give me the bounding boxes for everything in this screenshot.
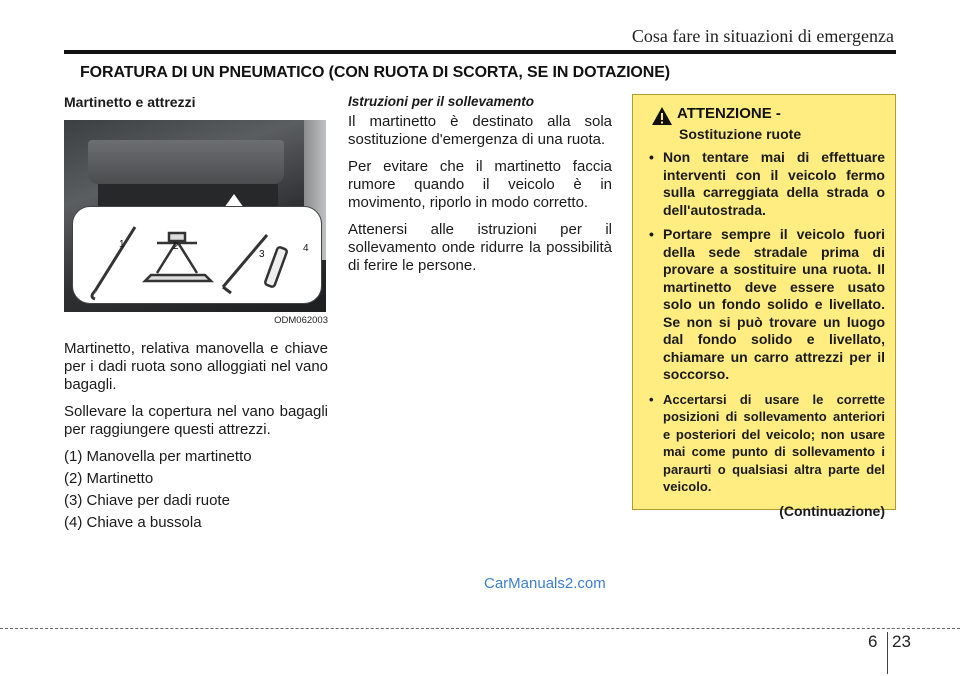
bullet: • <box>649 226 654 242</box>
section-title: FORATURA DI UN PNEUMATICO (CON RUOTA DI SCORTA, SE IN DOTAZIONE) <box>80 64 671 81</box>
warning-item-text: Non tentare mai di effettuare interventi con il veicolo fermo sulla carreggiata della strada o dell'autostrada. <box>663 149 885 218</box>
tool-list-item: (4) Chiave a bussola <box>64 514 202 531</box>
warning-list <box>643 149 885 496</box>
footer-rule <box>0 628 960 629</box>
tool-list-item: (1) Manovella per martinetto <box>64 448 252 465</box>
warning-triangle-icon <box>651 106 673 126</box>
figure-label-2: 2 <box>173 241 179 252</box>
tool-list-item: (2) Martinetto <box>64 470 154 487</box>
paragraph: Sollevare la copertura nel vano bagagli per raggiungere questi attrezzi. <box>64 403 328 438</box>
tools-figure <box>64 120 328 326</box>
middle-column <box>348 94 612 284</box>
figure-label-1: 1 <box>119 239 125 250</box>
trunk-cover <box>88 140 284 184</box>
figure-caption: ODM062003 <box>274 315 328 326</box>
warning-item <box>643 226 885 384</box>
bullet: • <box>649 391 654 407</box>
watermark-link[interactable]: CarManuals2.com <box>484 575 606 592</box>
paragraph: Martinetto, relativa manovella e chiave per i dadi ruota sono alloggiati nel vano bagagli. <box>64 340 328 393</box>
page-divider <box>887 632 888 674</box>
paragraph: Il martinetto è destinato alla sola sostituzione d'emergenza di una ruota. <box>348 113 612 148</box>
figure-label-3: 3 <box>259 249 265 260</box>
warning-header <box>643 105 885 126</box>
warning-item <box>643 391 885 496</box>
page-number: 23 <box>892 632 911 651</box>
warning-title: ATTENZIONE - <box>677 105 781 122</box>
jack-handle-icon <box>92 227 135 299</box>
running-header: Cosa fare in situazioni di emergenza <box>631 26 894 46</box>
warning-item-text: Accertarsi di usare le corrette posizioni di sollevamento anteriori e posteriori del veicolo; non usare mai come punto di sollevamento i paraurti o qualsiasi altra parte del veicolo. <box>663 391 885 494</box>
tools-inset <box>72 206 322 304</box>
paragraph: Per evitare che il martinetto faccia rumore quando il veicolo è in movimento, riporlo in modo corretto. <box>348 158 612 211</box>
header-rule <box>64 50 896 54</box>
tools-illustration <box>73 207 321 303</box>
left-column <box>64 94 328 536</box>
warning-subtitle: Sostituzione ruote <box>679 126 802 142</box>
warning-item-text: Portare sempre il veicolo fuori della sede stradale prima di provare a sostituire una ruota. Il martinetto deve essere usato solo un fondo solido e livellato. Se non si può trovare un luogo dal fondo solido e livellato, chiamare un carro attrezzi per il soccorso. <box>663 226 885 382</box>
bullet: • <box>649 149 654 165</box>
wheel-wrench-icon <box>223 235 267 293</box>
tools-heading: Martinetto e attrezzi <box>64 94 196 110</box>
lifting-heading: Istruzioni per il sollevamento <box>348 94 535 109</box>
tool-list-item: (3) Chiave per dadi ruote <box>64 492 230 509</box>
warning-box <box>632 94 896 519</box>
chapter-number: 6 <box>868 632 878 651</box>
paragraph: Attenersi alle istruzioni per il sollevamento onde ridurre la possibilità di ferire le persone. <box>348 221 612 274</box>
socket-wrench-icon <box>264 246 287 287</box>
continuation-note: (Continuazione) <box>779 502 885 519</box>
warning-item <box>643 149 885 219</box>
figure-label-4: 4 <box>303 243 309 254</box>
